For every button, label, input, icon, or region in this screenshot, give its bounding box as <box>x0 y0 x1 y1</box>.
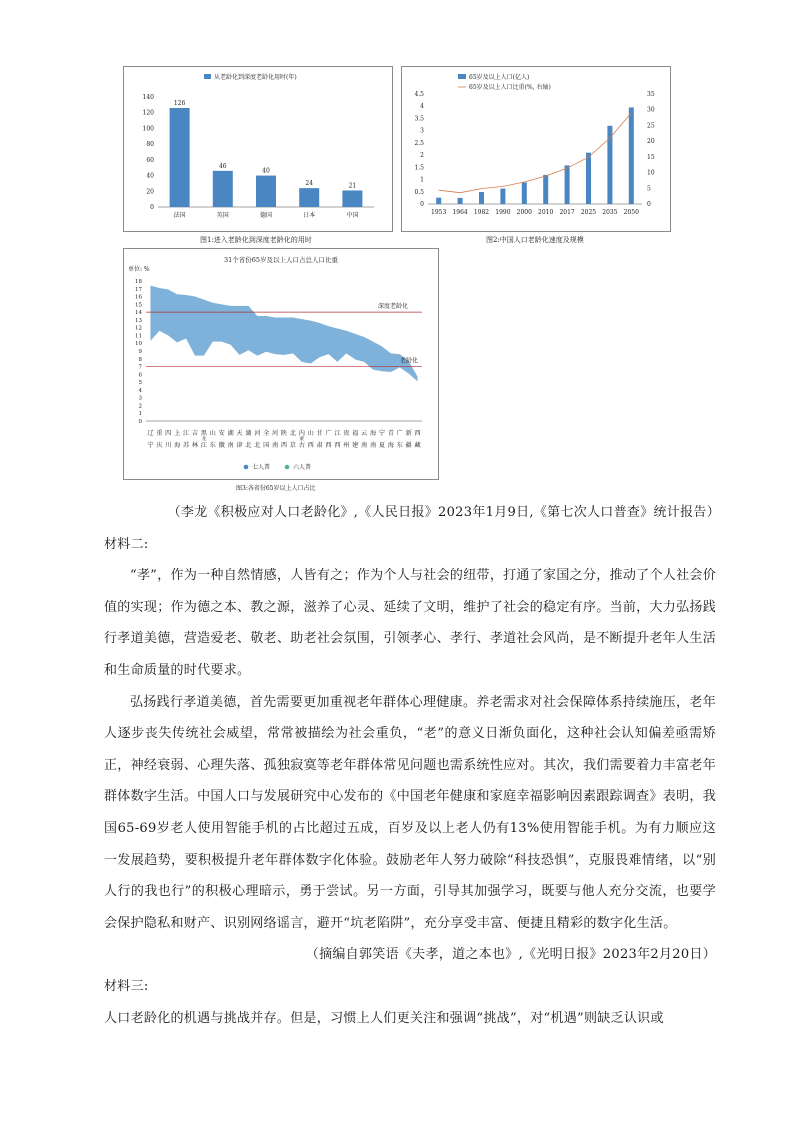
province-label-top: 宁 <box>378 430 386 437</box>
y2-tick-label: 30 <box>647 106 655 114</box>
y2-tick-label: 15 <box>647 153 655 161</box>
bar <box>213 171 233 207</box>
y2-tick-label: 35 <box>647 91 655 98</box>
data-label: 24 <box>305 180 314 188</box>
province-label-bottom: 国 <box>263 442 270 449</box>
province-label-top: 湖 <box>227 430 234 437</box>
province-label-bottom: 西 <box>325 442 332 449</box>
data-label: 21 <box>348 182 357 190</box>
province-label-bottom: 北 <box>245 442 252 449</box>
y-tick-label: 18 <box>135 279 142 285</box>
legend-label-6: 六人普 <box>293 464 312 471</box>
province-label-top: 辽 <box>147 430 154 437</box>
province-label-top: 安 <box>218 430 225 437</box>
province-label-bottom: 建 <box>352 442 359 449</box>
bar <box>479 192 484 204</box>
chart-2 <box>402 67 670 231</box>
x-tick-label: 2010 <box>538 209 554 216</box>
x-tick-label: 日本 <box>303 212 316 219</box>
province-label-bottom: 津 <box>236 442 243 449</box>
y-tick-label: 0 <box>150 204 154 211</box>
province-label-top: 青 <box>387 430 394 437</box>
y-tick-label: 9 <box>138 349 142 355</box>
y-tick-label: 100 <box>142 125 154 133</box>
legend-dot-7 <box>244 465 249 470</box>
bar <box>522 182 527 204</box>
area-band <box>150 286 417 382</box>
province-label-top: 天 <box>236 430 243 437</box>
bar <box>436 198 441 204</box>
data-label: 46 <box>218 162 227 170</box>
legend-label-line: 65岁及以上人口比重(%, 右轴) <box>469 84 551 91</box>
province-label-bottom: 夏 <box>378 442 386 449</box>
province-label-bottom: 林 <box>191 442 199 449</box>
y-tick-label: 14 <box>135 310 142 317</box>
x-tick-label: 1982 <box>473 209 490 216</box>
material-2-paragraph-2: 弘扬践行孝道美德，首先需要更加重视老年群体心理健康。养老需求对社会保障体系持续施压，老年人逐步丧失传统社会威望，常常被描绘为社会重负，“老”的意义日渐负面化，这种社会认知偏差亟需矫正，神经衰弱、心理失落、孤独寂寞等老年群体常见问题也需系统性应对。其次，我们需要着力丰富老年群体数字生活。中国人口与发展研究中心发布的《中国老年健康和家庭幸福影响因素跟踪调查》表明，我国65-69岁老人使用智能手机的占比超过五成，百岁及以上老人仍有13%使用智能手机。为有力顺应这一发展趋势，要积极提升老年群体数字化体验。鼓励老年人努力破除“科技恐惧”，克服畏难情绪，以“别人行的我也行”的积极心理暗示，勇于尝试。另一方面，引导其加强学习，既要与他人充分交流，也要学会保护隐私和财产、识别网络谣言，避开“坑老陷阱”，充分享受丰富、便捷且精彩的数字化生活。 <box>104 694 716 931</box>
y-tick-label: 13 <box>135 317 142 324</box>
province-label-top: 新 <box>405 430 412 437</box>
legend-label: 从老龄化到深度老龄化用时(年) <box>214 74 297 81</box>
x-tick-label: 德国 <box>259 212 273 219</box>
y-tick-label: 16 <box>135 294 142 301</box>
province-label-top: 全 <box>263 430 270 437</box>
province-label-bottom: 州 <box>343 442 350 449</box>
figure-2-caption: 图2:中国人口老龄化速度及规模 <box>486 236 584 244</box>
province-label-top: 上 <box>174 430 181 437</box>
material-3-label: 材料三: <box>104 978 149 994</box>
y-tick-label: 3.5 <box>414 115 424 123</box>
figure-3-caption: 图3:各省份65岁以上人口占比 <box>236 485 316 492</box>
source-citation-2: （摘编自郭笑语《夫孝，道之本也》,《光明日报》2023年2月20日） <box>305 947 716 963</box>
figure-1-frame <box>123 66 393 232</box>
data-label: 40 <box>262 167 270 175</box>
figure-1-caption: 图1:进入老龄化到深度老龄化的用时 <box>200 236 312 244</box>
y-tick-label: 5 <box>138 380 142 387</box>
province-label-top: 云 <box>361 430 368 437</box>
x-tick-label: 法国 <box>173 212 186 219</box>
y-tick-label: 8 <box>138 356 142 363</box>
source-citation-1: （李龙《积极应对人口老龄化》,《人民日报》2023年1月9日,《第七次人口普查》统计报告） <box>167 505 720 520</box>
y-tick-label: 4.5 <box>414 91 424 98</box>
bar <box>586 153 591 204</box>
legend-dot-6 <box>285 465 290 470</box>
bar <box>170 108 190 207</box>
x-tick-label: 1990 <box>495 209 511 216</box>
chart-1 <box>124 67 392 231</box>
bar <box>299 188 319 207</box>
body-text <box>104 497 720 1034</box>
bar <box>458 198 463 204</box>
chart-3 <box>124 249 438 479</box>
y-tick-label: 2 <box>138 403 142 410</box>
province-label-mid: 蒙 <box>299 437 305 442</box>
y-tick-label: 10 <box>135 341 142 348</box>
y-tick-label: 1 <box>420 176 424 184</box>
chart-title: 31个省份65岁及以上人口占总人口比重 <box>223 256 339 264</box>
bar <box>500 189 505 204</box>
y-tick-label: 40 <box>146 172 154 180</box>
y-tick-label: 140 <box>142 94 154 101</box>
y-tick-label: 0.5 <box>414 188 424 196</box>
province-label-bottom: 疆 <box>405 442 412 449</box>
province-label-top: 江 <box>334 430 341 437</box>
reference-label: 老龄化 <box>400 357 419 365</box>
province-label-top: 海 <box>369 430 377 437</box>
material-2-paragraph-1: “孝”，作为一种自然情感，人皆有之；作为个人与社会的纽带，打通了家国之分，推动了个人社会价值的实现；作为德之本、教之源，滋养了心灵、延续了文明，维护了社会的稳定有序。当前，大力弘扬践行孝道美德，营造爱老、敬老、助老社会氛围，引领孝心、孝行、孝道社会风尚，是不断提升老年人生活和生命质量的时代要求。 <box>104 568 716 678</box>
y-tick-label: 2 <box>420 152 424 160</box>
legend-swatch <box>204 74 211 79</box>
y-tick-label: 17 <box>135 286 142 293</box>
x-tick-label: 2050 <box>623 209 639 216</box>
province-label-top: 河 <box>272 430 279 437</box>
y-tick-label: 80 <box>146 141 154 149</box>
province-label-bottom: 西 <box>280 442 288 449</box>
bar <box>565 165 570 204</box>
province-label-bottom: 古 <box>298 442 305 449</box>
y-tick-label: 60 <box>146 156 154 164</box>
y2-tick-label: 10 <box>647 169 655 177</box>
province-label-bottom: 藏 <box>414 442 421 449</box>
y-tick-label: 1 <box>138 411 142 418</box>
y-tick-label: 12 <box>135 325 142 332</box>
province-label-mid: 龙 <box>201 437 207 442</box>
y-tick-label: 15 <box>135 302 142 309</box>
province-label-top: 吉 <box>191 430 199 437</box>
province-label-bottom: 庆 <box>156 442 163 449</box>
province-label-top: 山 <box>209 430 216 437</box>
legend-label-7: 七人普 <box>252 464 271 471</box>
bar <box>543 175 548 204</box>
data-label: 126 <box>173 100 186 107</box>
province-label-bottom: 西 <box>334 442 341 449</box>
x-tick-label: 2017 <box>559 209 575 216</box>
x-tick-label: 英国 <box>216 212 229 219</box>
province-label-bottom: 海 <box>387 442 394 449</box>
bar <box>629 107 634 204</box>
province-label-top: 河 <box>254 430 261 437</box>
province-label-bottom: 南 <box>369 442 377 449</box>
province-label-bottom: 苏 <box>182 442 190 449</box>
province-label-bottom: 东 <box>396 442 403 449</box>
legend-label-bar: 65岁及以上人口(亿人) <box>469 74 530 81</box>
y-tick-label: 3 <box>420 127 424 135</box>
bar <box>256 176 276 207</box>
y-tick-label: 1.5 <box>414 164 424 172</box>
x-tick-label: 2035 <box>602 209 618 216</box>
province-label-bottom: 京 <box>289 442 296 449</box>
province-label-top: 广 <box>325 430 332 437</box>
y-tick-label: 11 <box>135 333 142 340</box>
y-tick-label: 0 <box>138 419 142 425</box>
province-label-top: 黑 <box>200 430 207 437</box>
province-label-bottom: 北 <box>254 442 261 449</box>
unit-label: 单位: % <box>128 266 150 273</box>
province-label-top: 福 <box>352 430 359 437</box>
province-label-top: 广 <box>396 430 403 437</box>
x-tick-label: 1964 <box>452 209 468 216</box>
y-tick-label: 120 <box>142 109 154 117</box>
province-label-top: 重 <box>156 430 163 437</box>
y-tick-label: 2.5 <box>414 139 424 147</box>
province-label-bottom: 川 <box>165 442 172 449</box>
province-label-bottom: 徽 <box>218 442 225 449</box>
y-tick-label: 20 <box>146 188 154 196</box>
province-label-top: 西 <box>414 430 421 437</box>
y-tick-label: 4 <box>420 103 424 111</box>
reference-label: 深度老龄化 <box>378 303 409 311</box>
province-label-bottom: 西 <box>307 442 314 449</box>
y-tick-label: 0 <box>420 201 424 208</box>
province-label-bottom: 江 <box>200 442 207 449</box>
legend-swatch-bar <box>458 74 466 79</box>
y2-tick-label: 25 <box>647 122 655 130</box>
material-2-label: 材料二: <box>104 536 149 552</box>
province-label-top: 甘 <box>316 430 323 437</box>
province-label-bottom: 宁 <box>147 442 154 449</box>
province-label-top: 内 <box>298 430 305 437</box>
y-tick-label: 4 <box>138 387 142 394</box>
series-line <box>439 113 632 193</box>
x-tick-label: 1953 <box>431 209 447 216</box>
figure-3-frame <box>123 248 439 480</box>
province-label-top: 陕 <box>280 430 288 437</box>
x-tick-label: 2000 <box>516 209 532 216</box>
x-tick-label: 中国 <box>346 212 359 219</box>
province-label-bottom: 肃 <box>316 442 323 449</box>
province-label-top: 四 <box>165 430 172 437</box>
province-label-bottom: 海 <box>174 442 181 449</box>
material-3-paragraph-1: 人口老龄化的机遇与挑战并存。但是，习惯上人们更关注和强调“挑战”，对“机遇”则缺乏认识或 <box>104 1010 664 1026</box>
province-label-bottom: 南 <box>272 442 279 449</box>
y-tick-label: 6 <box>138 372 142 379</box>
province-label-top: 江 <box>182 430 190 437</box>
figure-2-frame <box>401 66 671 232</box>
x-tick-label: 2025 <box>580 209 597 216</box>
province-label-bottom: 东 <box>209 442 216 449</box>
y-tick-label: 3 <box>138 395 142 402</box>
y2-tick-label: 0 <box>647 201 651 208</box>
y2-tick-label: 20 <box>647 138 655 146</box>
province-label-top: 贵 <box>343 430 350 437</box>
province-label-bottom: 南 <box>361 442 368 449</box>
province-label-top: 山 <box>307 430 314 437</box>
y2-tick-label: 5 <box>647 185 651 193</box>
province-label-bottom: 南 <box>227 442 234 449</box>
province-label-top: 北 <box>289 430 296 437</box>
bar <box>342 191 362 208</box>
province-label-top: 湖 <box>245 430 252 437</box>
y-tick-label: 7 <box>138 364 142 371</box>
